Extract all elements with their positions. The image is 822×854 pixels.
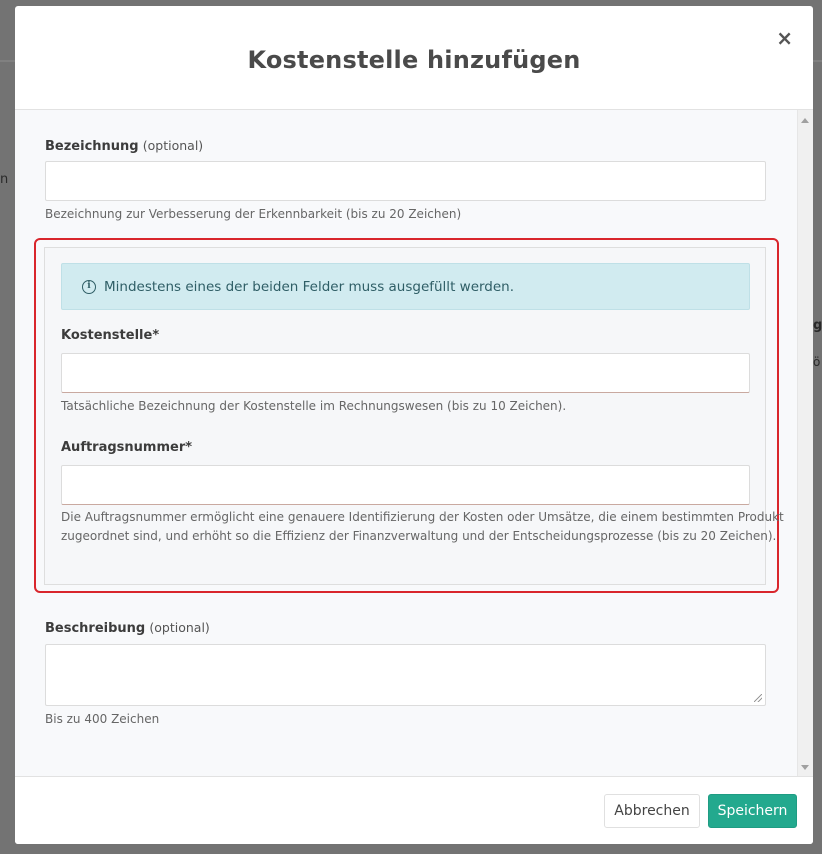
info-icon: i xyxy=(82,280,96,294)
bezeichnung-label-text: Bezeichnung xyxy=(45,139,139,154)
auftragsnummer-label-text: Auftragsnummer xyxy=(61,440,186,455)
modal-body xyxy=(15,110,813,776)
bezeichnung-optional: (optional) xyxy=(142,138,204,153)
kostenstelle-help: Tatsächliche Bezeichnung der Kostenstelle im Rechnungswesen (bis zu 10 Zeichen). xyxy=(61,399,567,413)
resize-grip-icon[interactable] xyxy=(754,694,762,702)
beschreibung-textarea[interactable] xyxy=(45,644,766,706)
beschreibung-label-text: Beschreibung xyxy=(45,621,146,636)
cancel-button[interactable]: Abbrechen xyxy=(604,794,700,828)
kostenstelle-label-text: Kostenstelle xyxy=(61,328,153,343)
info-alert-text: Mindestens eines der beiden Felder muss ausgefüllt werden. xyxy=(104,278,515,295)
modal-footer xyxy=(15,776,813,844)
background-text-left: n xyxy=(0,172,9,187)
info-alert xyxy=(61,263,750,310)
background-text-right-1: g xyxy=(813,318,822,333)
kostenstelle-input[interactable] xyxy=(61,353,750,393)
beschreibung-help: Bis zu 400 Zeichen xyxy=(45,712,160,726)
beschreibung-label xyxy=(45,620,210,636)
auftragsnummer-help-line-2: zugeordnet sind, und erhöht so die Effizienz der Finanzverwaltung und der Entscheidungsprozesse (bis zu 20 Zeichen). xyxy=(61,529,777,543)
auftragsnummer-input[interactable] xyxy=(61,465,750,505)
background-text-right-2: ö xyxy=(813,355,821,369)
bezeichnung-label xyxy=(45,138,203,154)
kostenstelle-label xyxy=(61,328,159,343)
kostenstelle-required-marker: * xyxy=(152,328,160,343)
bezeichnung-help: Bezeichnung zur Verbesserung der Erkennbarkeit (bis zu 20 Zeichen) xyxy=(45,207,462,221)
scroll-down-icon[interactable] xyxy=(801,765,809,770)
auftragsnummer-label xyxy=(61,440,192,455)
scroll-up-icon[interactable] xyxy=(801,118,809,123)
close-icon[interactable]: × xyxy=(776,26,793,50)
bezeichnung-input[interactable] xyxy=(45,161,766,201)
save-button[interactable]: Speichern xyxy=(708,794,797,828)
modal-title: Kostenstelle hinzufügen xyxy=(247,46,581,74)
scrollbar[interactable] xyxy=(797,110,813,776)
beschreibung-optional: (optional) xyxy=(149,620,210,635)
auftragsnummer-help-line-1: Die Auftragsnummer ermöglicht eine genauere Identifizierung der Kosten oder Umsätze, die einem bestimmten Produkt xyxy=(61,510,784,524)
auftragsnummer-required-marker: * xyxy=(185,440,193,455)
add-cost-center-modal xyxy=(15,6,813,844)
modal-header xyxy=(15,6,813,110)
